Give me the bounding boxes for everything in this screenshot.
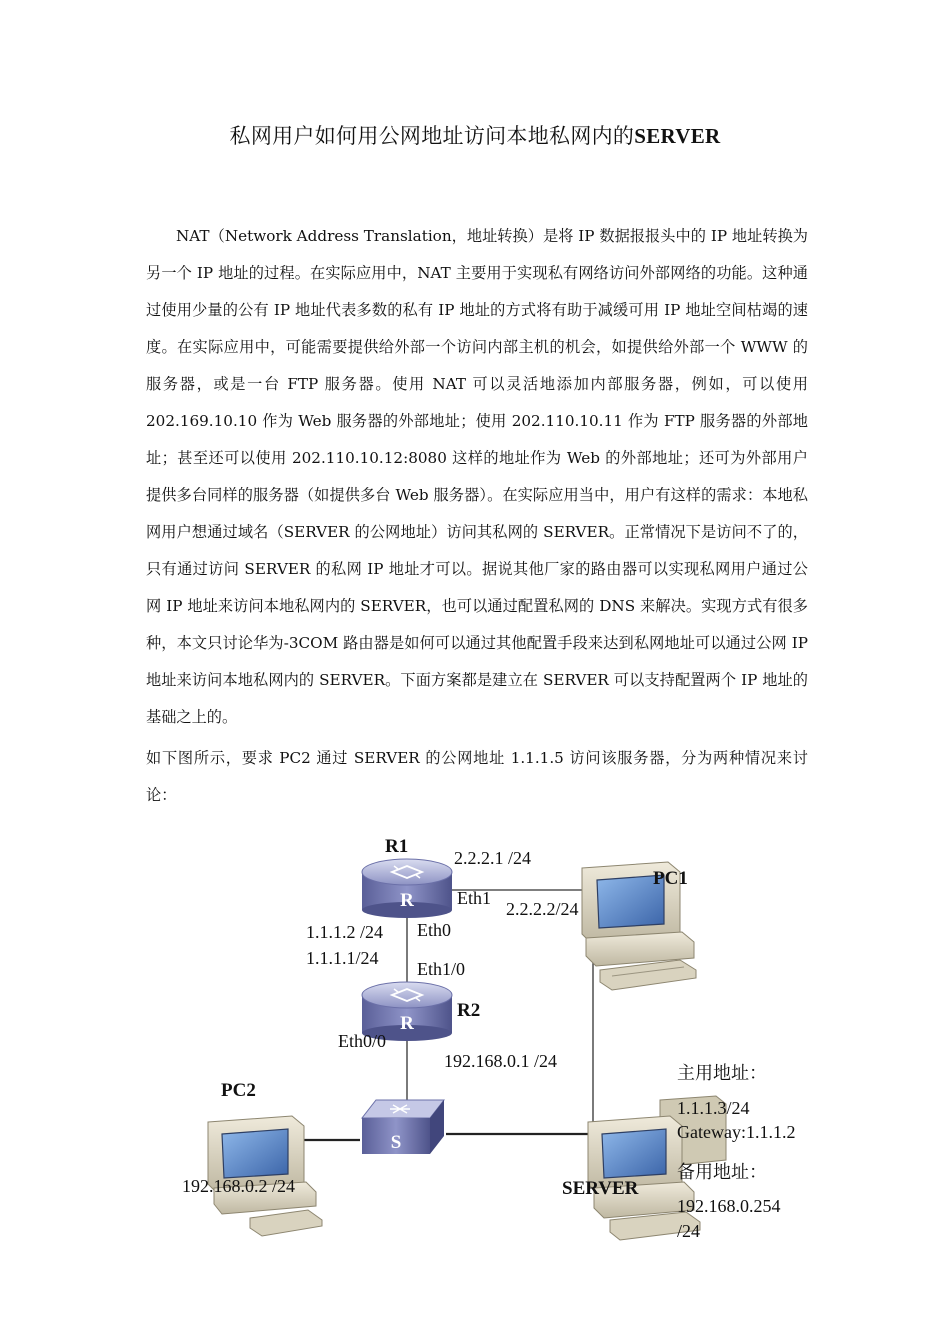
- router-r1-label: R1: [385, 836, 409, 857]
- primary-ip-label: 1.1.1.3/24: [677, 1098, 750, 1118]
- primary-address-heading: 主用地址：: [677, 1063, 767, 1084]
- pc1-label: PC1: [653, 868, 688, 889]
- body-paragraph-1: [146, 218, 808, 736]
- switch-icon: [362, 1100, 444, 1154]
- r1-eth1-ip-label: 2.2.2.1 /24: [454, 848, 532, 868]
- pc1-ip-label: 2.2.2.2/24: [506, 899, 579, 919]
- r2-eth0-label: Eth0/0: [338, 1031, 386, 1051]
- backup-address-heading: 备用地址：: [677, 1162, 767, 1183]
- backup-ip-label: 192.168.0.254: [677, 1196, 781, 1216]
- network-diagram-svg: [0, 820, 950, 1250]
- server-label: SERVER: [562, 1178, 639, 1199]
- router-r1-glyph: R: [400, 890, 414, 911]
- router-r1-icon: [362, 859, 452, 918]
- r1-eth0-label: Eth0: [417, 920, 451, 940]
- page-title: [0, 120, 950, 150]
- r2-eth1-label: Eth1/0: [417, 959, 465, 979]
- router-r2-glyph: R: [400, 1013, 414, 1034]
- network-diagram: [0, 820, 950, 1250]
- r1-eth1-label: Eth1: [457, 888, 491, 908]
- title-chinese: 私网用户如何用公网地址访问本地私网内的: [229, 124, 635, 148]
- title-english: SERVER: [634, 124, 721, 148]
- r1-eth0-ip-label: 1.1.1.2 /24: [306, 922, 384, 942]
- pc2-label: PC2: [221, 1080, 256, 1101]
- r2-eth1-ip-label: 1.1.1.1/24: [306, 948, 379, 968]
- pc2-ip-label: 192.168.0.2 /24: [182, 1176, 296, 1196]
- body-paragraph-2: 如下图所示，要求 PC2 通过 SERVER 的公网地址 1.1.1.5 访问该服务器，分为两种情况来讨论：: [146, 749, 808, 804]
- switch-glyph: S: [390, 1132, 402, 1153]
- backup-mask-label: /24: [677, 1221, 701, 1241]
- primary-gateway-label: Gateway:1.1.1.2: [677, 1122, 796, 1142]
- r2-eth0-ip-label: 192.168.0.1 /24: [444, 1051, 558, 1071]
- router-r2-label: R2: [457, 1000, 481, 1021]
- paragraph-1-text: NAT（Network Address Translation，地址转换）是将 IP 数据报报头中的 IP 地址转换为另一个 IP 地址的过程。在实际应用中，NAT 主要用于实现私有网络访问外部网络的功能。这种通过使用少量的公有 IP 地址代表多数的私有 IP 地址的方式将有助于减缓可用 IP 地址空间枯竭的速度。在实际应用中，可能需要提供给外部一个访问内部主机的机会，如提供给外部一个 WWW 的服务器，或是一台 FTP 服务器。使用 NAT 可以灵活地添加内部服务器，例如，可以使用 202.169.10.10 作为 Web 服务器的外部地址；使用 202.110.10.11 作为 FTP 服务器的外部地址；甚至还可以使用 202.110.10.12:8080 这样的地址作为 Web 的外部地址；还可为外部用户提供多台同样的服务器（如提供多台 Web 服务器）。在实际应用当中，用户有这样的需求：本地私网用户想通过域名（SERVER 的公网地址）访问其私网的 SERVER。正常情况下是访问不了的，只有通过访问 SERVER 的私网 IP 地址才可以。据说其他厂家的路由器可以实现私网用户通过公网 IP 地址来访问本地私网内的 SERVER，也可以通过配置私网的 DNS 来解决。实现方式有很多种，本文只讨论华为-3COM 路由器是如何可以通过其他配置手段来达到私网地址可以通过公网 IP 地址来访问本地私网内的 SERVER。下面方案都是建立在 SERVER 可以支持配置两个 IP 地址的基础之上的。: [146, 227, 808, 726]
